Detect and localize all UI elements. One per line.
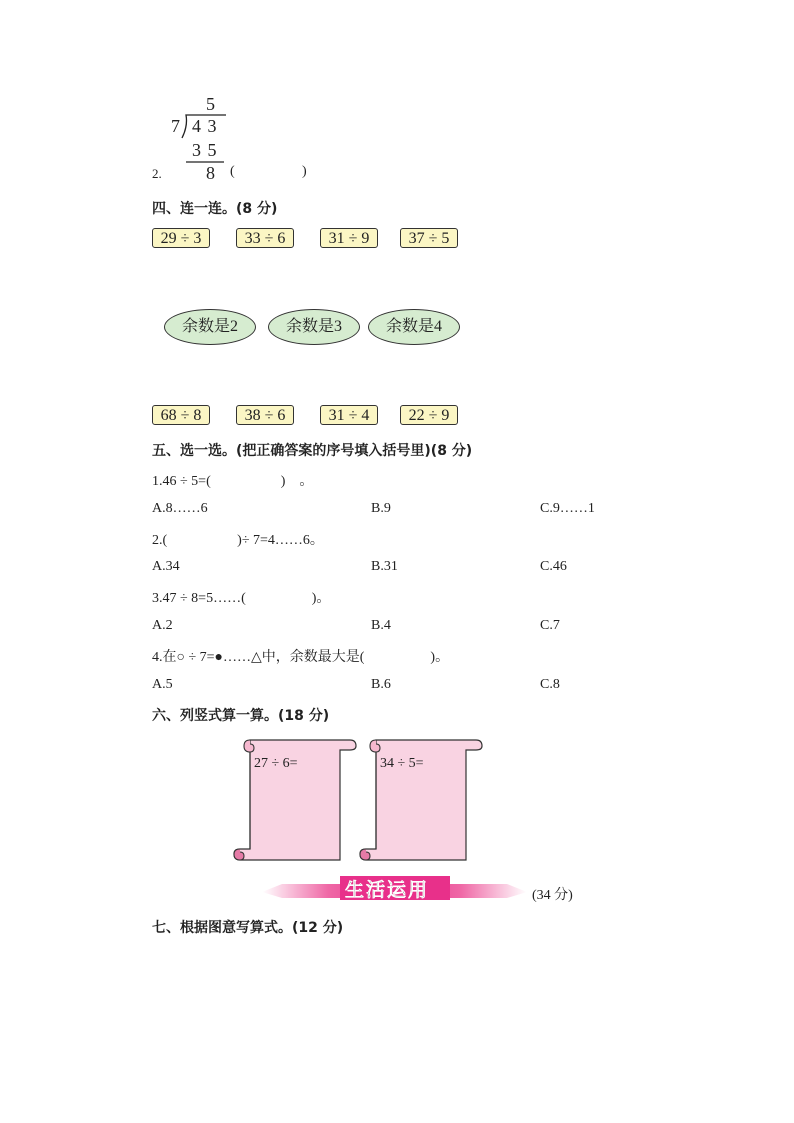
remainder: 8 xyxy=(206,163,216,183)
question-text: 2.( xyxy=(152,533,168,548)
question-3 xyxy=(152,587,330,607)
question-text: )。 xyxy=(430,650,450,665)
expr-box[interactable]: 29 ÷ 3 xyxy=(152,228,210,248)
question-text: 3.47 ÷ 8=5……( xyxy=(152,591,246,606)
band-score: (34 分) xyxy=(532,888,573,903)
option-b[interactable]: B.9 xyxy=(371,501,391,516)
option-b[interactable]: B.6 xyxy=(371,677,391,692)
option-a[interactable]: A.5 xyxy=(152,677,173,692)
expr-box[interactable]: 68 ÷ 8 xyxy=(152,405,210,425)
option-b[interactable]: B.31 xyxy=(371,559,398,574)
remainder-oval[interactable]: 余数是4 xyxy=(368,309,460,345)
q2-close-paren: ) xyxy=(302,164,307,179)
option-c[interactable]: C.46 xyxy=(540,559,567,574)
option-a[interactable]: A.8……6 xyxy=(152,501,208,516)
scroll-workspace[interactable] xyxy=(356,732,484,866)
scroll-expression: 27 ÷ 6= xyxy=(254,756,298,771)
section5-heading: 五、选一选。(把正确答案的序号填入括号里)(8 分) xyxy=(152,443,473,459)
option-c[interactable]: C.9……1 xyxy=(540,501,595,516)
product: 3 5 xyxy=(192,140,218,160)
expr-box[interactable]: 31 ÷ 9 xyxy=(320,228,378,248)
question-text: ) 。 xyxy=(280,474,314,489)
question-2 xyxy=(152,529,324,549)
section7-heading: 七、根据图意写算式。(12 分) xyxy=(152,920,344,936)
option-a[interactable]: A.2 xyxy=(152,618,173,633)
option-c[interactable]: C.7 xyxy=(540,618,560,633)
option-c[interactable]: C.8 xyxy=(540,677,560,692)
long-division xyxy=(168,92,238,184)
question-text: 4.在○ ÷ 7=●……△中，余数最大是( xyxy=(152,650,365,665)
question-text: 1.46 ÷ 5=( xyxy=(152,474,211,489)
remainder-oval[interactable]: 余数是2 xyxy=(164,309,256,345)
question-text: )÷ 7=4……6。 xyxy=(237,533,324,548)
scroll-shape xyxy=(356,732,484,866)
remainder-oval[interactable]: 余数是3 xyxy=(268,309,360,345)
scroll-shape xyxy=(230,732,358,866)
expr-box[interactable]: 33 ÷ 6 xyxy=(236,228,294,248)
expr-box[interactable]: 38 ÷ 6 xyxy=(236,405,294,425)
dividend: 4 3 xyxy=(192,116,218,136)
option-a[interactable]: A.34 xyxy=(152,559,180,574)
scroll-workspace[interactable] xyxy=(230,732,358,866)
question-4 xyxy=(152,646,449,666)
expr-box[interactable]: 37 ÷ 5 xyxy=(400,228,458,248)
q2-label: 2. xyxy=(152,166,162,181)
section4-heading: 四、连一连。(8 分) xyxy=(152,201,278,217)
divisor: 7 xyxy=(171,116,181,136)
q2-open-paren: ( xyxy=(230,164,235,179)
question-text: )。 xyxy=(311,591,331,606)
band-title: 生活运用 xyxy=(345,879,430,901)
question-1 xyxy=(152,470,313,490)
scroll-expression: 34 ÷ 5= xyxy=(380,756,424,771)
option-b[interactable]: B.4 xyxy=(371,618,391,633)
expr-box[interactable]: 22 ÷ 9 xyxy=(400,405,458,425)
expr-box[interactable]: 31 ÷ 4 xyxy=(320,405,378,425)
section6-heading: 六、列竖式算一算。(18 分) xyxy=(152,708,330,724)
quotient: 5 xyxy=(206,94,216,114)
